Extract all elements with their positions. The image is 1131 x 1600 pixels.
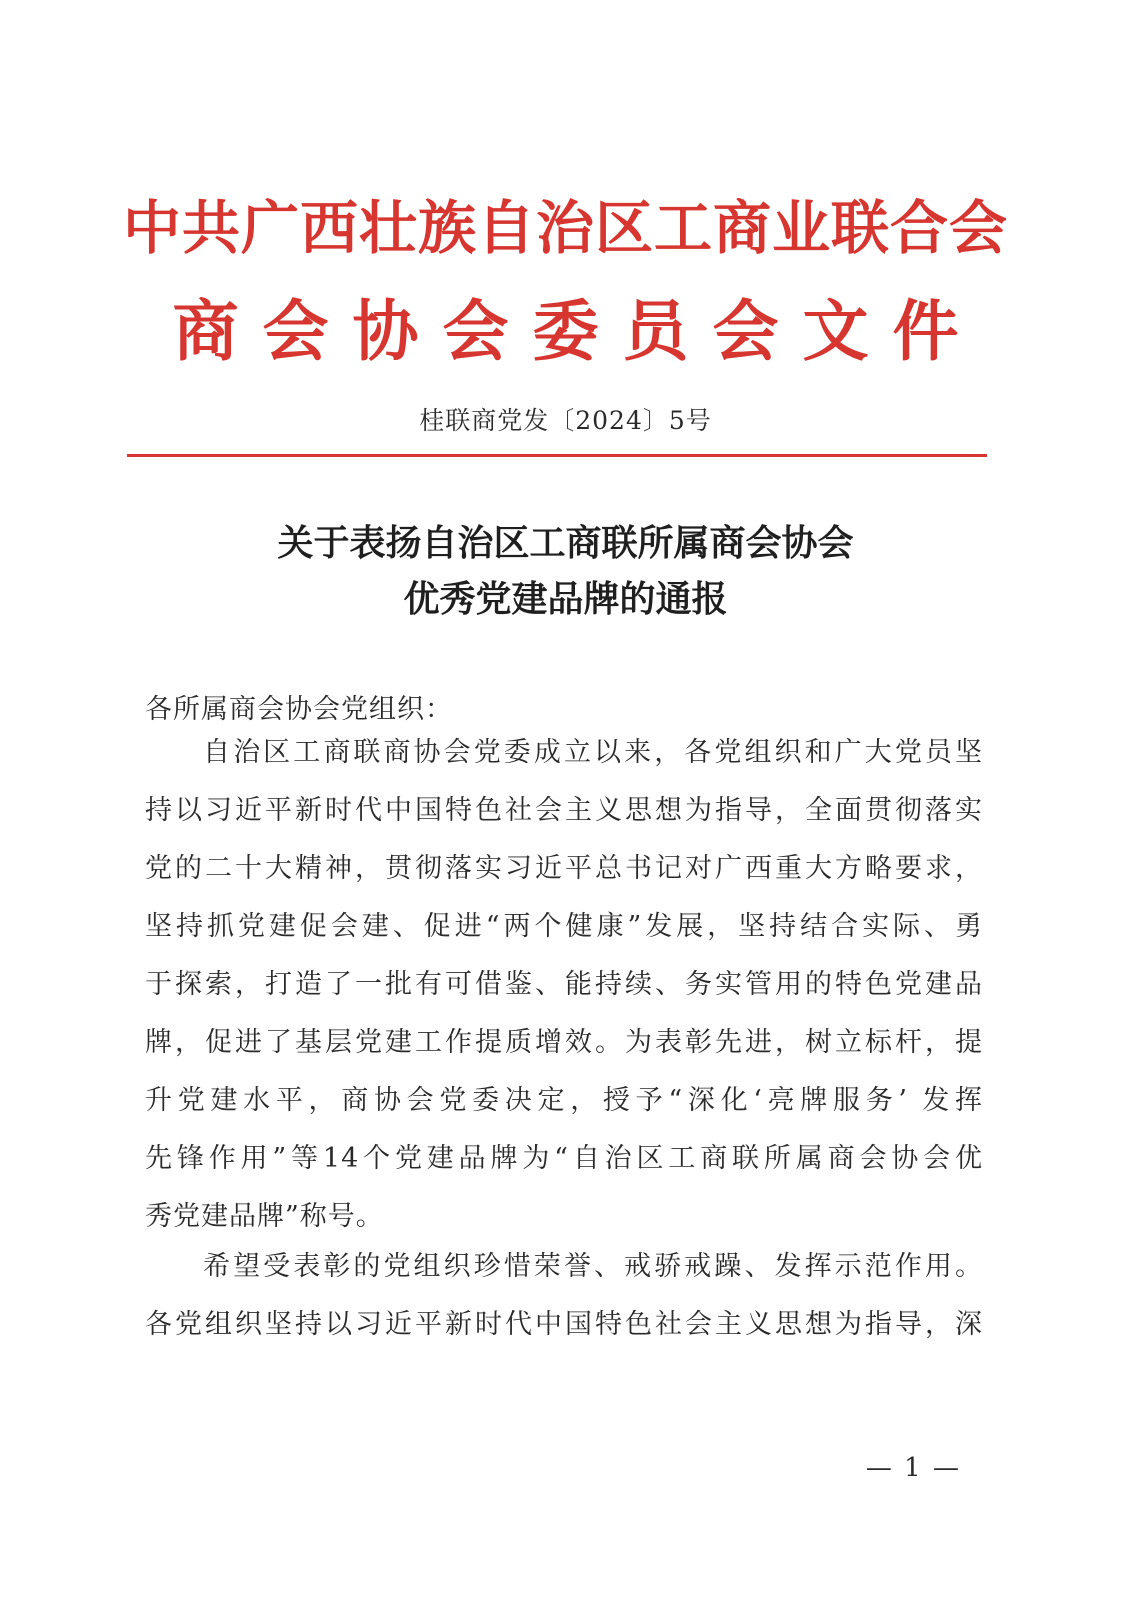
document-type-heading: 商会协会委员会文件 [172, 293, 983, 370]
paragraph-line: 秀党建品牌”称号。 [145, 1201, 384, 1232]
paragraph-line: 牌，促进了基层党建工作提质增效。为表彰先进，树立标杆，提 [145, 1027, 983, 1058]
body-paragraph [145, 724, 983, 1246]
paragraph-line: 党的二十大精神，贯彻落实习近平总书记对广西重大方略要求， [145, 853, 983, 884]
paragraph-line: 升党建水平，商协会党委决定，授予“深化‘亮牌服务’ 发挥 [145, 1085, 983, 1116]
paragraph-line: 自治区工商联商协会党委成立以来，各党组织和广大党员坚 [203, 737, 983, 768]
salutation: 各所属商会协会党组织： [145, 694, 453, 725]
paragraph-line: 持以习近平新时代中国特色社会主义思想为指导，全面贯彻落实 [145, 795, 983, 826]
issuing-organization-name: 中共广西壮族自治区工商业联合会 [122, 194, 1008, 262]
paragraph-line: 希望受表彰的党组织珍惜荣誉、戒骄戒躁、发挥示范作用。 [203, 1251, 983, 1282]
paragraph-line: 各党组织坚持以习近平新时代中国特色社会主义思想为指导，深 [145, 1309, 983, 1340]
paragraph-line: 先锋作用”等14个党建品牌为“自治区工商联所属商会协会优 [145, 1143, 983, 1174]
paragraph-line: 坚持抓党建促会建、促进“两个健康”发展，坚持结合实际、勇 [145, 911, 983, 942]
title-line: 优秀党建品牌的通报 [403, 579, 728, 620]
paragraph-line: 于探索，打造了一批有可借鉴、能持续、务实管用的特色党建品 [145, 969, 983, 1000]
body-paragraph [145, 1238, 983, 1354]
document-title [0, 516, 1131, 628]
document-number: 桂联商党发〔2024〕5号 [419, 406, 712, 435]
title-line: 关于表扬自治区工商联所属商会协会 [277, 523, 854, 564]
page-number: — 1 — [865, 1453, 961, 1483]
red-divider-line [127, 454, 987, 457]
